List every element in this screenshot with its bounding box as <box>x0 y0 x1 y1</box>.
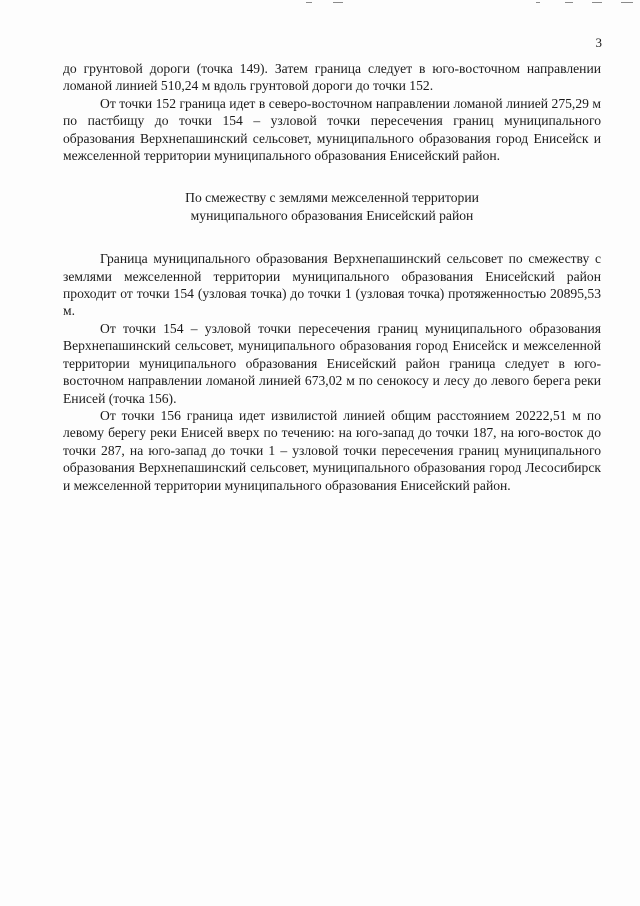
scan-mark <box>306 2 312 3</box>
section-heading <box>63 189 601 224</box>
scan-mark <box>333 2 343 3</box>
scan-mark <box>536 2 540 3</box>
paragraph: От точки 154 – узловой точки пересечения границ муниципального образования Верхнепашинский сельсовет, муниципального образования город Енисейск и межселенной территории муниципального образования Енисейский район граница следует в юго-восточном направлении ломаной линией 673,02 м по сенокосу и лесу до левого берега реки Енисей (точка 156). <box>63 320 601 406</box>
scan-mark <box>621 2 633 3</box>
scan-mark <box>592 2 602 3</box>
paragraph: От точки 152 граница идет в северо-восточном направлении ломаной линией 275,29 м по пастбищу до точки 154 – узловой точки пересечения границ муниципального образования Верхнепашинский сельсовет, муниципального образования город Енисейск и межселенной территории муниципального образования Енисейский район. <box>63 95 601 164</box>
scan-artifacts <box>0 2 640 8</box>
section-heading-line: По смежеству с землями межселенной территории <box>185 190 479 206</box>
scan-mark <box>565 2 573 3</box>
paragraph: до грунтовой дороги (точка 149). Затем граница следует в юго-восточном направлении ломаной линией 510,24 м вдоль грунтовой дороги до точки 152. <box>63 61 601 94</box>
paragraph: От точки 156 граница идет извилистой линией общим расстоянием 20222,51 м по левому берегу реки Енисей вверх по течению: на юго-запад до точки 187, на юго-восток до точки 287, на юго-запад до точки 1 – узловой точки пересечения границ муниципального образования Верхнепашинский сельсовет, муниципального образования город Лесосибирск и межселенной территории муниципального образования Енисейский район. <box>63 407 601 493</box>
page-number: 3 <box>595 35 602 50</box>
section-heading-line: муниципального образования Енисейский район <box>190 207 474 223</box>
paragraph: Граница муниципального образования Верхнепашинский сельсовет по смежеству с землями межселенной территории муниципального образования Енисейский район проходит от точки 154 (узловая точка) до точки 1 (узловая точка) протяженностью 20895,53 м. <box>63 251 601 319</box>
document-body <box>63 60 601 494</box>
